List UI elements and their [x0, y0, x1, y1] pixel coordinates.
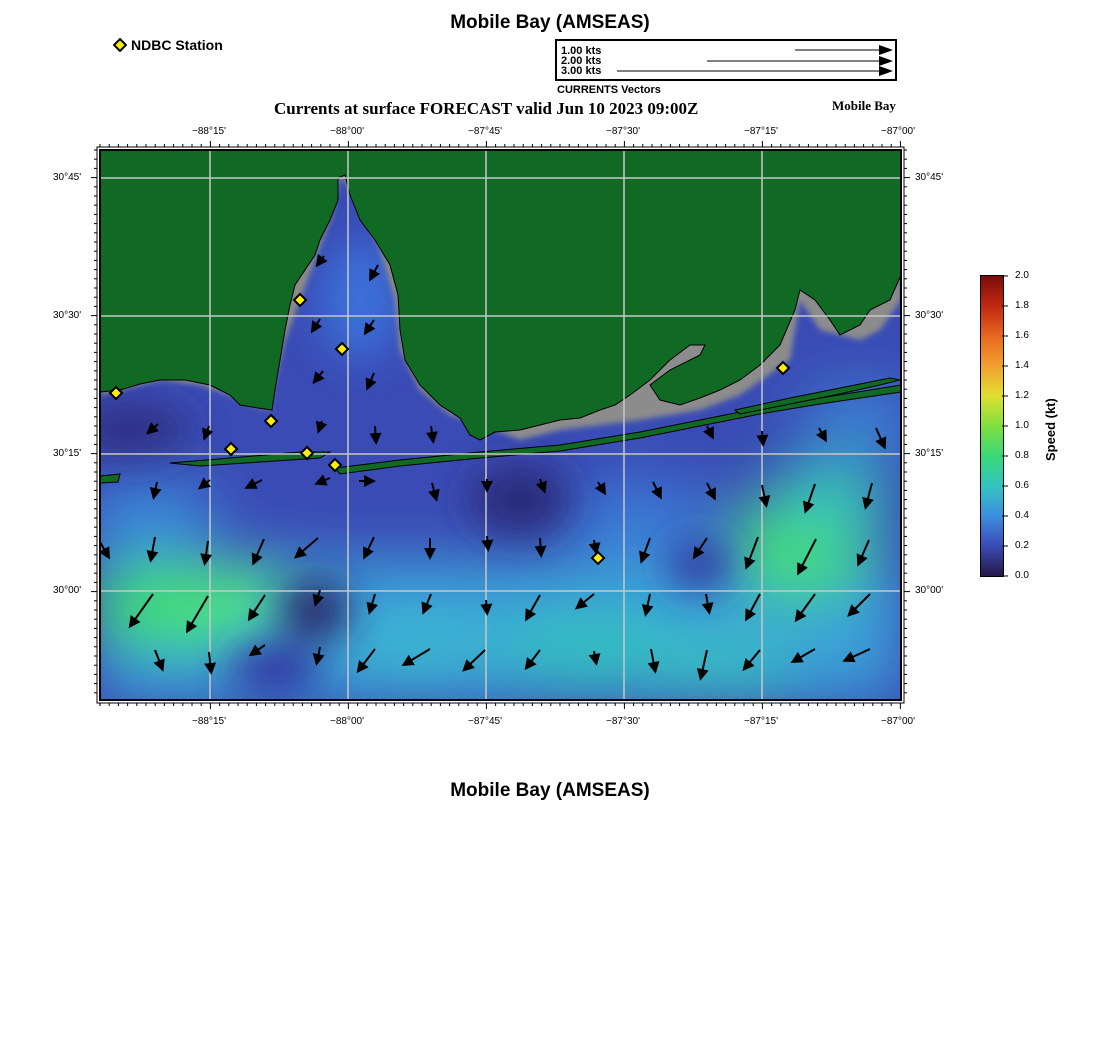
vector-legend-entry: 1.00 kts: [561, 45, 602, 57]
lat-label-right: 30°45': [915, 172, 944, 183]
lat-label-right: 30°15': [915, 448, 944, 459]
vector-legend-entry: 3.00 kts: [561, 65, 602, 77]
lon-label-top: −87°15': [744, 126, 778, 137]
lon-label-bottom: −88°15': [192, 716, 226, 727]
lat-label-right: 30°00': [915, 585, 944, 596]
colorbar-tick-label: 0.6: [1015, 480, 1029, 491]
lon-label-top: −88°00': [330, 126, 364, 137]
lon-label-bottom: −87°45': [468, 716, 502, 727]
colorbar-tick-label: 0.0: [1015, 570, 1029, 581]
petit-bois-island: [100, 474, 120, 483]
forecast-subtitle: Currents at surface FORECAST valid Jun 10 2023 09:00Z: [274, 99, 699, 118]
colorbar-ticks: [1002, 270, 1014, 582]
colorbar-tick-label: 0.8: [1015, 450, 1029, 461]
footer-title: Mobile Bay (AMSEAS): [450, 780, 650, 801]
lat-label-left: 30°00': [53, 585, 82, 596]
colorbar-tick-label: 2.0: [1015, 270, 1029, 281]
lat-label-left: 30°45': [53, 172, 82, 183]
colorbar-tick-label: 1.8: [1015, 300, 1029, 311]
colorbar-tick-label: 1.0: [1015, 420, 1029, 431]
lon-label-bottom: −87°30': [606, 716, 640, 727]
lon-label-top: −87°30': [606, 126, 640, 137]
lat-label-left: 30°30': [53, 310, 82, 321]
vector-legend-entry: 2.00 kts: [561, 55, 602, 67]
colorbar-title: Speed (kt): [1043, 398, 1058, 461]
lon-label-bottom: −88°00': [330, 716, 364, 727]
lon-label-bottom: −87°00': [881, 716, 915, 727]
lon-label-bottom: −87°15': [744, 716, 778, 727]
colorbar-tick-label: 1.6: [1015, 330, 1029, 341]
station-legend-label: NDBC Station: [131, 37, 223, 53]
region-name: Mobile Bay: [832, 98, 896, 113]
colorbar-tick-label: 0.4: [1015, 510, 1029, 521]
colorbar-tick-label: 0.2: [1015, 540, 1029, 551]
colorbar-tick-label: 1.4: [1015, 360, 1029, 371]
colorbar-tick-label: 1.2: [1015, 390, 1029, 401]
lon-label-top: −87°00': [881, 126, 915, 137]
lat-label-right: 30°30': [915, 310, 944, 321]
vector-legend-caption: CURRENTS Vectors: [557, 84, 661, 96]
lon-label-top: −87°45': [468, 126, 502, 137]
map-title: Mobile Bay (AMSEAS): [450, 12, 650, 33]
lat-label-left: 30°15': [53, 448, 82, 459]
speed-colorbar: [980, 275, 1004, 577]
lon-label-top: −88°15': [192, 126, 226, 137]
